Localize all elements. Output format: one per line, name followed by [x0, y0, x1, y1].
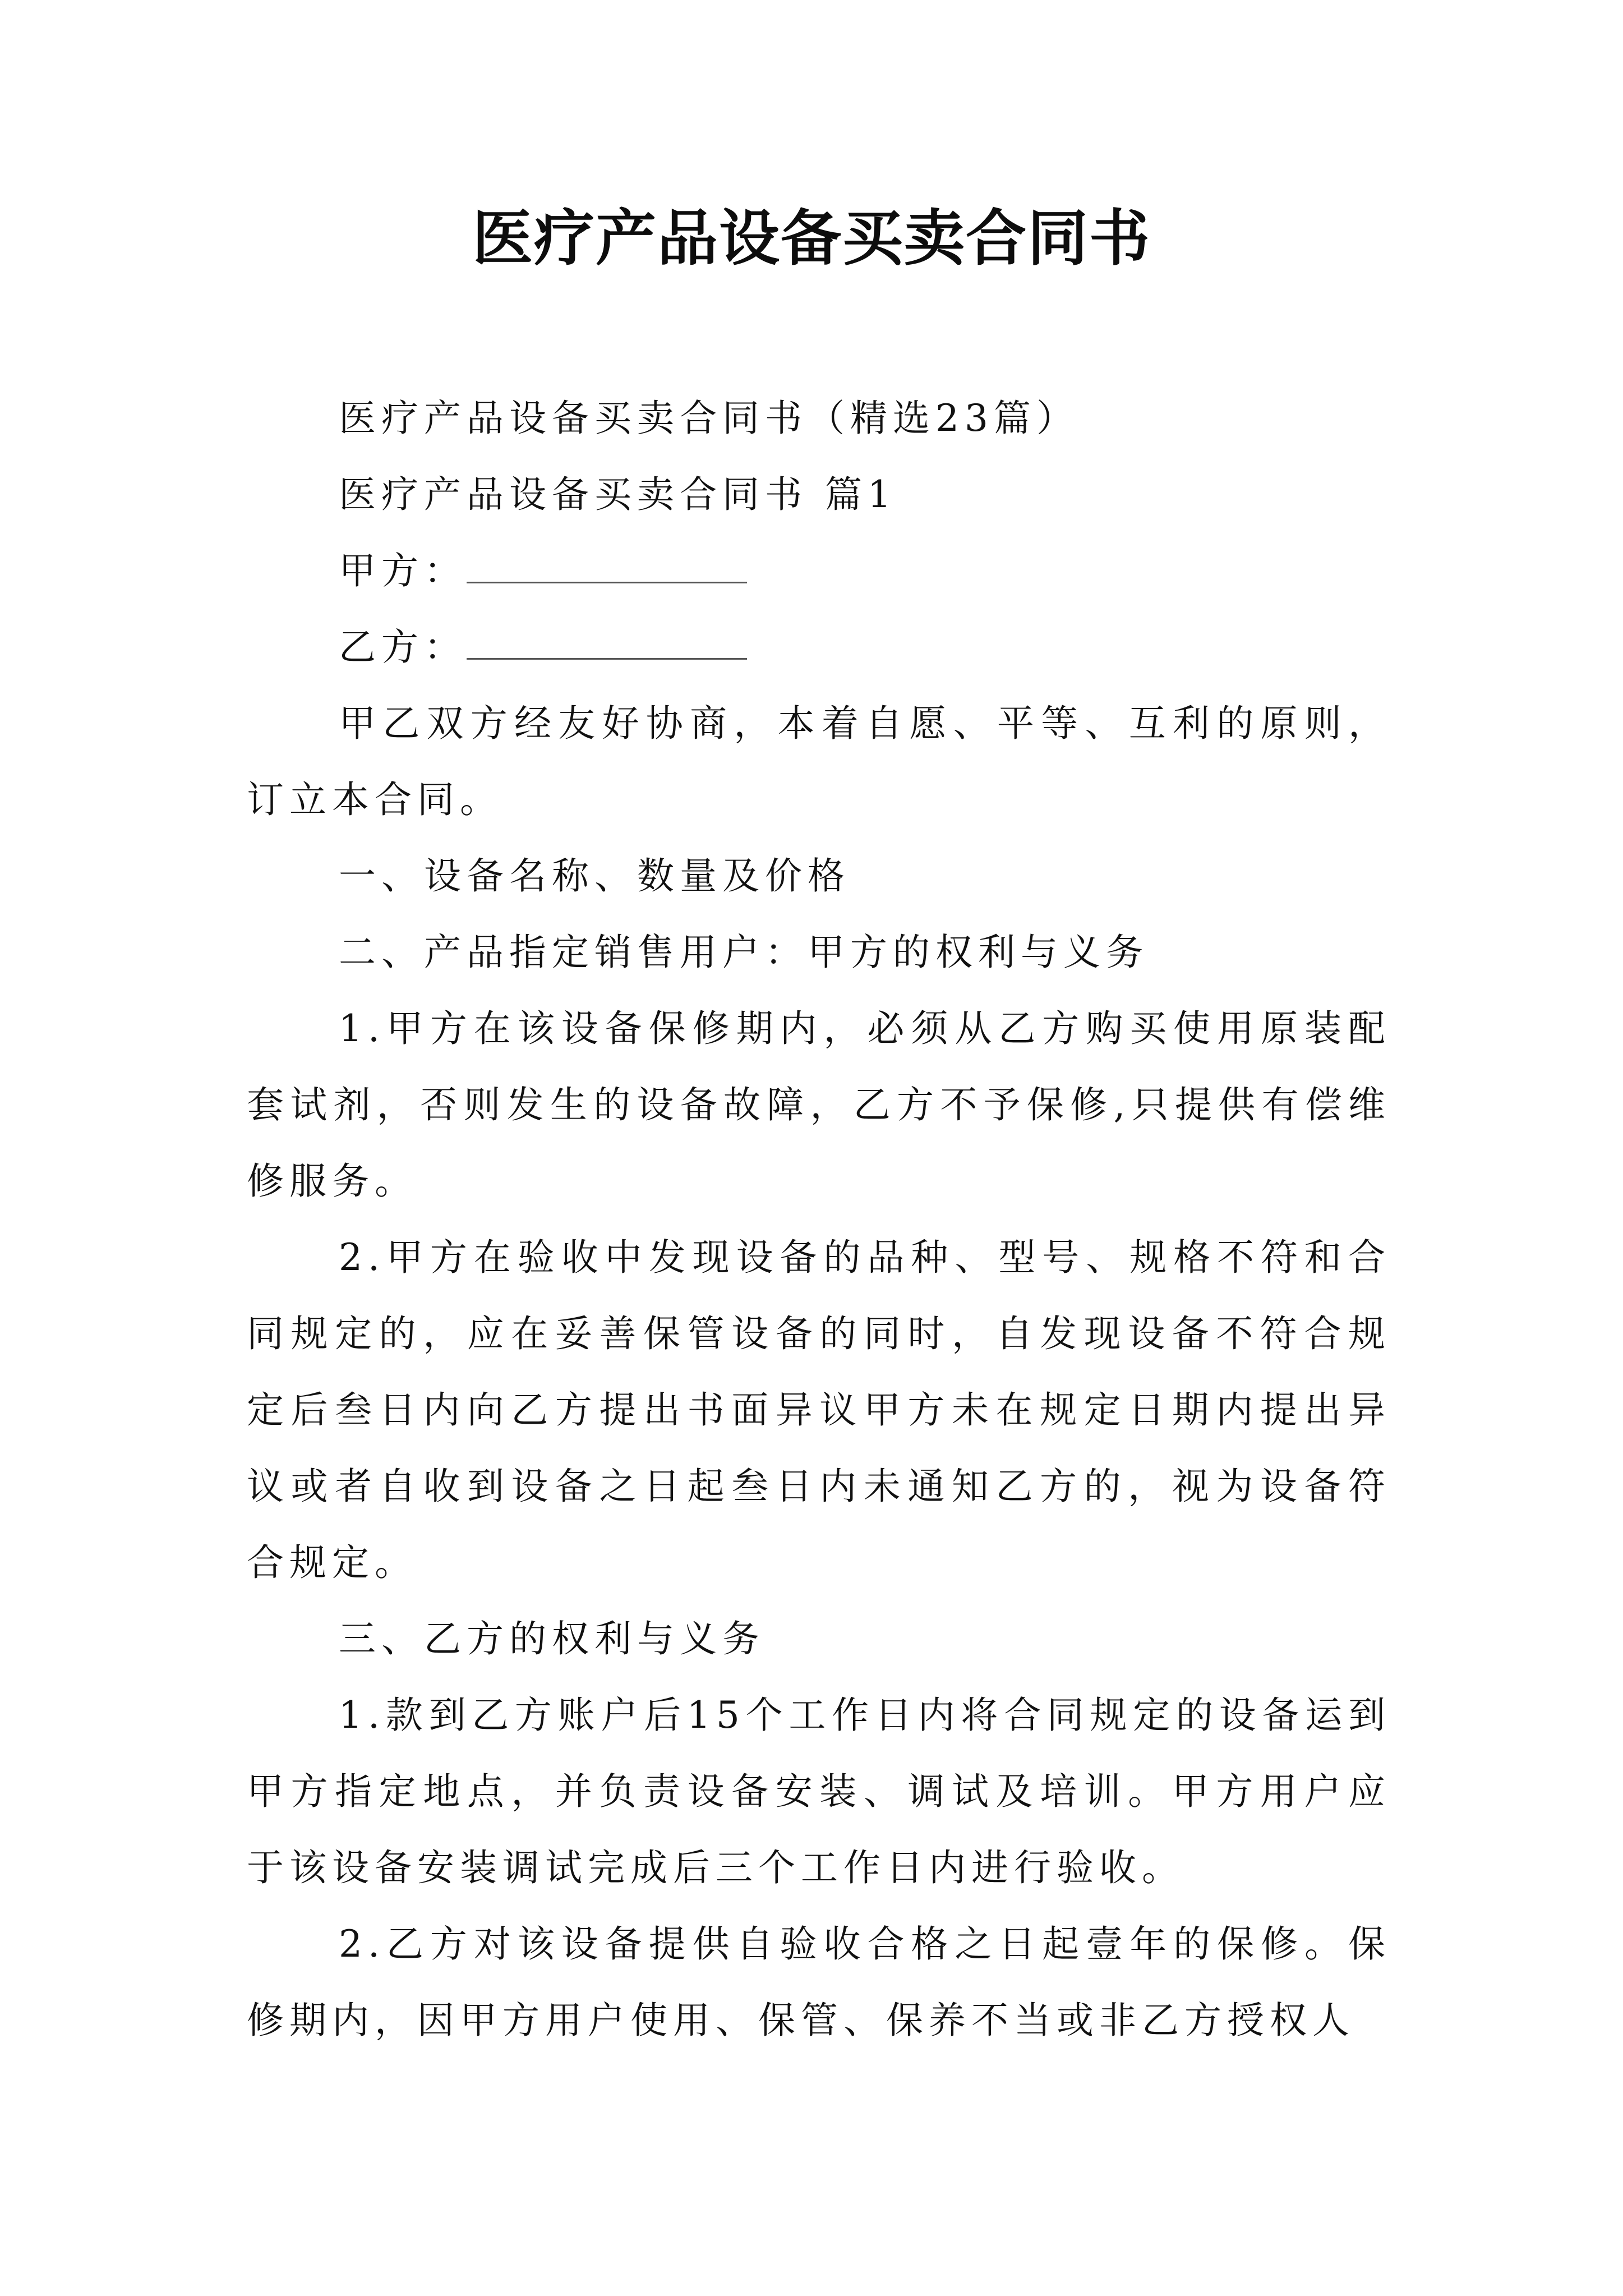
- clause-2-item-2: 2.甲方在验收中发现设备的品种、型号、规格不符和合同规定的，应在妥善保管设备的同时，自发现设备不符合规定后叁日内向乙方提出书面异议甲方未在规定日期内提出异议或者自收到设备之日起叁日内未通知乙方的，视为设备符合规定。: [247, 1236, 1391, 1584]
- document-subtitle: 医疗产品设备买卖合同书（精选23篇）: [339, 397, 1079, 440]
- party-a-line: [247, 533, 1391, 609]
- party-a-label: 甲方：: [339, 549, 467, 592]
- party-b-blank: [467, 628, 747, 660]
- clause-2-heading: 二、产品指定销售用户：甲方的权利与义务: [339, 931, 1149, 974]
- clause-3-heading: 三、乙方的权利与义务: [339, 1617, 765, 1660]
- intro-paragraph: 甲乙双方经友好协商，本着自愿、平等、互利的原则，订立本合同。: [247, 702, 1391, 821]
- document-body: [247, 380, 1391, 2059]
- clause-3-item-2: 2.乙方对该设备提供自验收合格之日起壹年的保修。保修期内，因甲方用户使用、保管、保养不当或非乙方授权人: [247, 1922, 1391, 2042]
- clause-1-heading: 一、设备名称、数量及价格: [339, 854, 850, 898]
- clause-3-item-1: 1.款到乙方账户后15个工作日内将合同规定的设备运到甲方指定地点，并负责设备安装、调试及培训。甲方用户应于该设备安装调试完成后三个工作日内进行验收。: [247, 1694, 1391, 1889]
- party-b-label: 乙方：: [339, 625, 467, 669]
- party-a-blank: [467, 552, 747, 583]
- section-heading: 医疗产品设备买卖合同书 篇1: [339, 473, 897, 516]
- clause-2-item-1: 1.甲方在该设备保修期内，必须从乙方购买使用原装配套试剂，否则发生的设备故障，乙方不予保修,只提供有偿维修服务。: [247, 1007, 1391, 1203]
- party-b-line: [247, 609, 1391, 685]
- document-title: 医疗产品设备买卖合同书: [472, 203, 1151, 274]
